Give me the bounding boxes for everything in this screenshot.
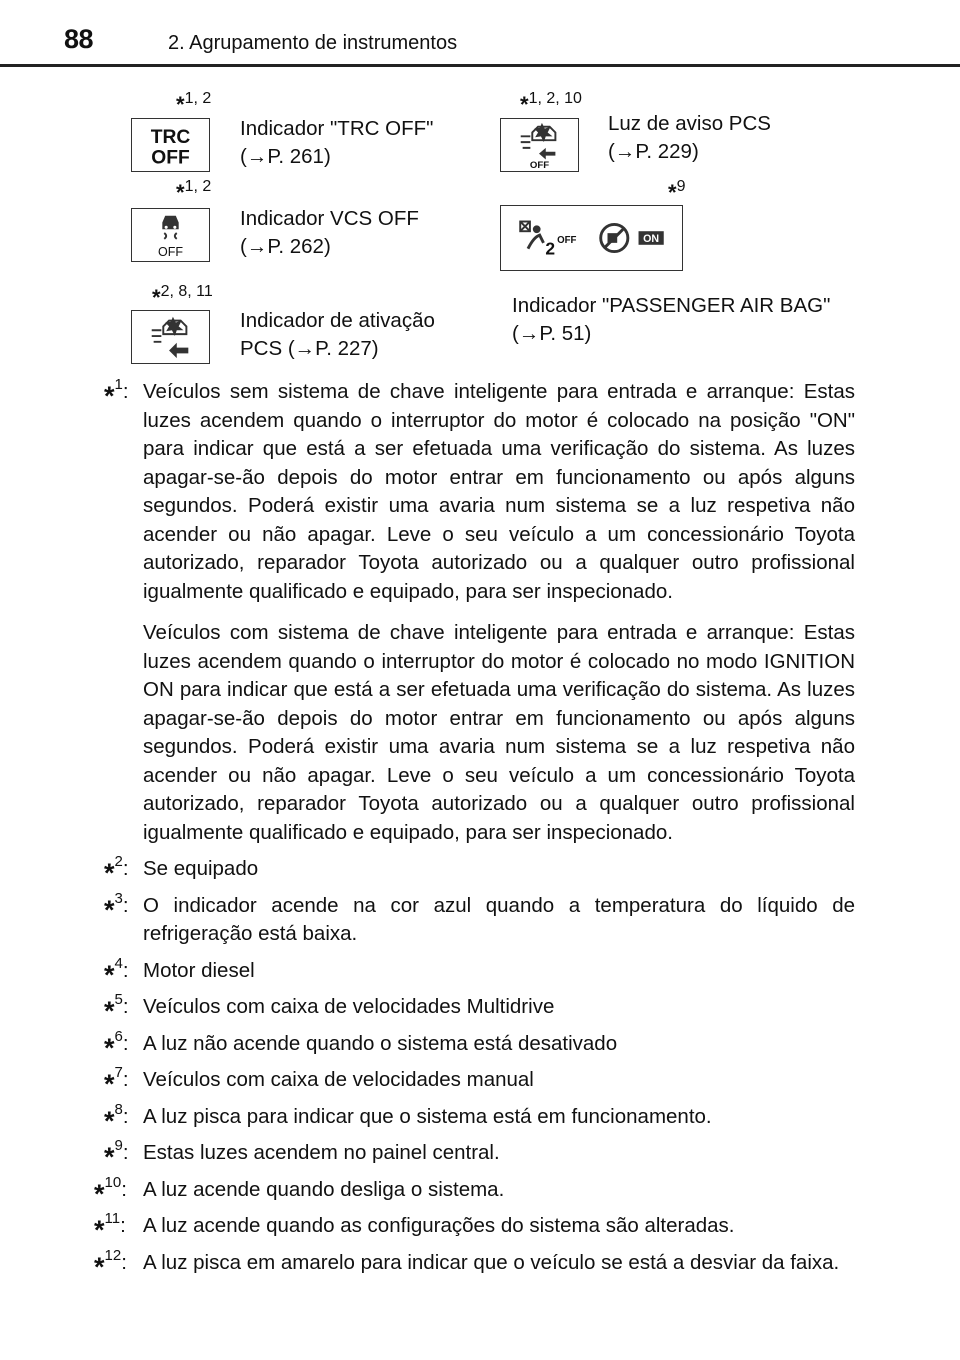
footnote-text [143, 1212, 855, 1241]
svg-text:ON: ON [643, 232, 660, 245]
footnote-text [143, 892, 855, 949]
footnote [0, 1173, 960, 1209]
footnote-paragraph: A luz acende quando desliga o sistema. [143, 1177, 505, 1201]
footnote [0, 991, 960, 1026]
indicator-label: Indicador VCS OFF (→P. 262) [240, 207, 419, 258]
footnote [0, 1210, 960, 1245]
passenger-airbag-icon [500, 205, 683, 271]
footnote-paragraph: Motor diesel [143, 958, 255, 982]
footnote [0, 1137, 960, 1172]
footnote-marker: *$^5$: [104, 991, 129, 1026]
trc-off-icon [131, 118, 210, 172]
svg-text:TRC: TRC [150, 127, 191, 149]
section-title: 2. Agrupamento de instrumentos [168, 32, 458, 54]
footnote-marker: *$^6$: [104, 1027, 129, 1063]
indicator-label: Luz de aviso PCS (→P. 229) [608, 112, 771, 163]
pcs-activation-icon [131, 310, 210, 364]
indicator-footnote-ref: *1, 2 [176, 90, 212, 117]
footnote-marker: *$^1$: [104, 376, 129, 411]
footnote-marker: *$^{11}$: [94, 1210, 126, 1245]
footnote-text [143, 1066, 855, 1095]
page-number: 88 [64, 24, 94, 54]
indicator-footnote-ref: *9 [668, 178, 686, 205]
footnote [0, 1246, 960, 1282]
page-header [0, 0, 960, 64]
footnote-text [143, 378, 855, 847]
vsc-off-icon [131, 208, 210, 262]
footnote-paragraph: Veículos com sistema de chave inteligente para entrada e arranque: Estas luzes acendem quando o interruptor do motor é colocado no modo IGNITION ON para indicar que está a ser efetuada uma verificação do sistema. As luzes apagar-se-ão depois do motor entrar em funcionamento ou após alguns segundos. Poderá existir uma avaria num sistema se a luz respetiva não acender ou não apagar. Leve o seu veículo a um concessionário Toyota autorizado, reparador Toyota autorizado ou a qualquer outro profissional igualmente qualificado e equipado, para ser inspecionado. [143, 621, 855, 844]
footnote [0, 1027, 960, 1063]
footnote-paragraph: O indicador acende na cor azul quando a temperatura do líquido de refrigeração está baixa. [143, 893, 855, 945]
footnote-marker: *$^7$: [104, 1064, 129, 1099]
footnote-paragraph: A luz pisca para indicar que o sistema está em funcionamento. [143, 1104, 712, 1128]
footnote-paragraph: A luz não acende quando o sistema está desativado [143, 1031, 618, 1055]
footnote-marker: *$^8$: [104, 1100, 129, 1136]
indicator-footnote-ref: *2, 8, 11 [152, 283, 213, 310]
indicator-footnote-ref: *1, 2 [176, 178, 212, 205]
svg-text:2: 2 [545, 238, 556, 259]
footnote-paragraph: Veículos com caixa de velocidades manual [143, 1068, 534, 1091]
footnote-text [143, 1176, 855, 1205]
svg-text:OFF: OFF [158, 245, 183, 260]
footnote [0, 954, 960, 990]
footnote-marker: *$^3$: [104, 889, 129, 925]
footnote-text [143, 1139, 855, 1168]
svg-text:OFF: OFF [151, 147, 190, 169]
footnotes [0, 378, 960, 1285]
footnote-text [143, 993, 855, 1022]
footnote-text [143, 1249, 855, 1278]
footnote-text [143, 1030, 855, 1059]
indicator-label: Indicador "TRC OFF" (→P. 261) [240, 117, 434, 168]
footnote [0, 889, 960, 949]
header-rule [0, 64, 960, 67]
footnote [0, 1064, 960, 1099]
footnote-text [143, 855, 855, 884]
footnote-text [143, 1103, 855, 1132]
footnote-text [143, 957, 855, 986]
indicator-label: Indicador de ativação PCS (→P. 227) [240, 309, 435, 360]
footnote [0, 1100, 960, 1136]
footnote-paragraph: Estas luzes acendem no painel central. [143, 1141, 500, 1164]
footnote [0, 378, 960, 847]
footnote-paragraph: Veículos com caixa de velocidades Multidrive [143, 995, 555, 1018]
footnote-paragraph: A luz pisca em amarelo para indicar que o veículo se está a desviar da faixa. [143, 1250, 840, 1274]
footnote-paragraph: A luz acende quando as configurações do sistema são alteradas. [143, 1214, 735, 1237]
svg-text:OFF: OFF [557, 234, 577, 246]
footnote-paragraph: Veículos sem sistema de chave inteligente para entrada e arranque: Estas luzes acendem quando o interruptor do motor é colocado na posição "ON" para indicar que está a ser efetuada uma verificação do sistema. As luzes apagar-se-ão depois do motor entrar em funcionamento ou após alguns segundos. Poderá existir uma avaria num sistema se a luz respetiva não acender ou não apagar. Leve o seu veículo a um concessionário Toyota autorizado, reparador Toyota autorizado ou a qualquer outro profissional igualmente qualificado e equipado, para ser inspecionado. [143, 380, 855, 603]
footnote-marker: *$^4$: [104, 954, 129, 990]
footnote-paragraph: Se equipado [143, 857, 259, 880]
footnote-marker: *$^9$: [104, 1137, 129, 1172]
indicator-label: Indicador "PASSENGER AIR BAG" (→P. 51) [512, 294, 831, 345]
footnote-marker: *$^{10}$: [94, 1173, 127, 1209]
footnote-marker: *$^2$: [104, 853, 129, 888]
footnote-marker: *$^{12}$: [94, 1246, 127, 1282]
indicator-footnote-ref: *1, 2, 10 [520, 90, 582, 117]
footnote [0, 853, 960, 888]
pcs-warning-icon [500, 118, 579, 172]
svg-text:OFF: OFF [529, 160, 550, 171]
